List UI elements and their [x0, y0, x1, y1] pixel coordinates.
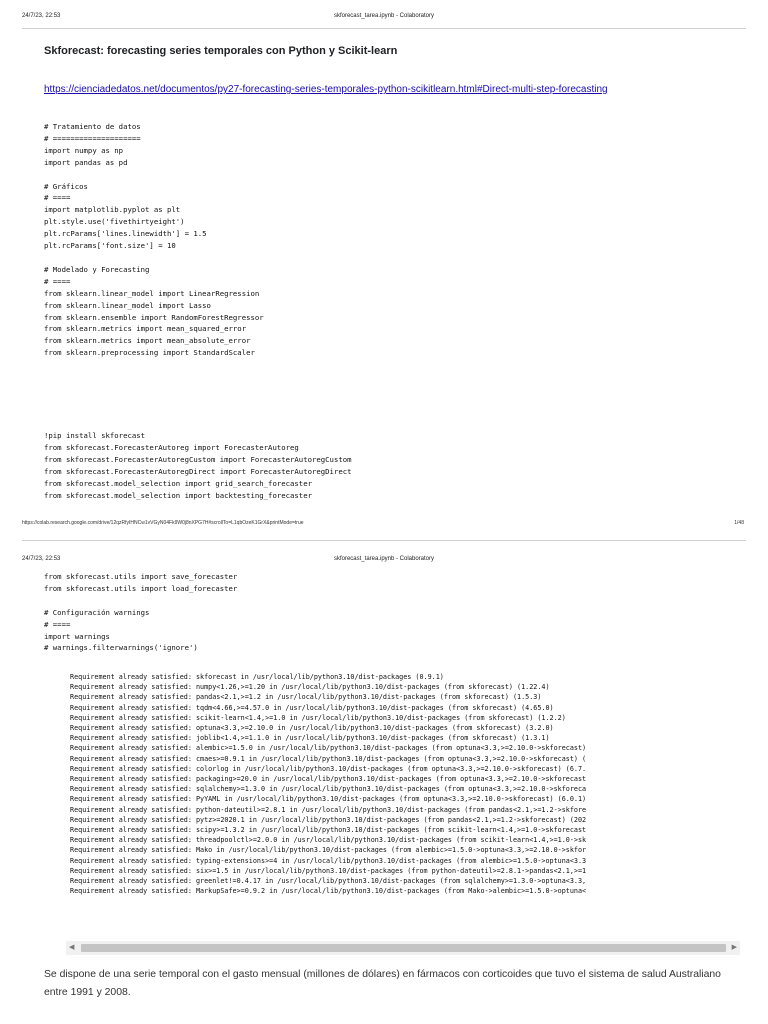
print-header-2 — [0, 556, 768, 570]
output-line: Requirement already satisfied: greenlet!=0.4.17 in /usr/local/lib/python3.10/dist-packages (from sqlalchemy>=1.3.0->optuna<3.3, — [70, 877, 587, 886]
output-line: Requirement already satisfied: python-dateutil>=2.8.1 in /usr/local/lib/python3.10/dist-packages (from pandas<2.1,>=1.2->skfore — [70, 805, 587, 814]
footer-url: https://colab.research.google.com/drive/12qzRfyIHNCw1vVGyN04Fk9W0j8nXPG7H#scrollTo=L1qbOzeK1GrX&printMode=true — [22, 520, 304, 526]
print-date: 24/7/23, 22:53 — [22, 13, 61, 19]
print-title: skforecast_tarea.ipynb - Colaboratory — [333, 13, 435, 19]
print-header — [0, 13, 768, 27]
scrollbar-thumb[interactable] — [81, 944, 726, 952]
output-line: Requirement already satisfied: tqdm<4.66,>=4.57.0 in /usr/local/lib/python3.10/dist-packages (from skforecast) (4.65.0) — [70, 703, 554, 712]
scroll-right-arrow-icon[interactable]: ▶ — [731, 944, 737, 951]
scroll-left-arrow-icon[interactable]: ◀ — [69, 944, 75, 951]
output-line: Requirement already satisfied: colorlog in /usr/local/lib/python3.10/dist-packages (from optuna<3.3,>=2.10.0->skforecast) (6.7. — [70, 764, 587, 773]
output-line: Requirement already satisfied: sqlalchemy>=1.3.0 in /usr/local/lib/python3.10/dist-packages (from optuna<3.3,>=2.10.0->skforeca — [70, 785, 587, 794]
footer-page-number: 1/48 — [734, 520, 744, 526]
output-line: Requirement already satisfied: pandas<2.1,>=1.2 in /usr/local/lib/python3.10/dist-packages (from skforecast) (1.5.3) — [70, 693, 542, 702]
output-line: Requirement already satisfied: pytz>=2020.1 in /usr/local/lib/python3.10/dist-packages (from pandas<2.1,>=1.2->skforecast) (202 — [70, 815, 587, 824]
output-line: Requirement already satisfied: threadpoolctl>=2.0.0 in /usr/local/lib/python3.10/dist-packages (from scikit-learn<1.4,>=1.0->sk — [70, 836, 587, 845]
print-date: 24/7/23, 22:53 — [22, 556, 61, 562]
output-line: Requirement already satisfied: typing-extensions>=4 in /usr/local/lib/python3.10/dist-packages (from alembic>=1.5.0->optuna<3.3 — [70, 856, 587, 865]
output-line: Requirement already satisfied: MarkupSafe>=0.9.2 in /usr/local/lib/python3.10/dist-packages (from Mako->alembic>=1.5.0->optuna< — [70, 887, 587, 896]
output-line: Requirement already satisfied: Mako in /usr/local/lib/python3.10/dist-packages (from alembic>=1.5.0->optuna<3.3,>=2.10.0->skfor — [70, 846, 587, 855]
output-line: Requirement already satisfied: scipy>=1.3.2 in /usr/local/lib/python3.10/dist-packages (from scikit-learn<1.4,>=1.0->skforecast — [70, 826, 587, 835]
code-cell-pip-install[interactable]: !pip install skforecast from skforecast.ForecasterAutoreg import ForecasterAutoreg from skforecast.ForecasterAutoregCustom import ForecasterAutoregCustom from skforecast.ForecasterAutoregDirect import ForecasterAutoregDirect from skforecast.model_selection import grid_search_forecaster from skforecast.model_selection import backtesting_forecaster — [44, 431, 352, 500]
output-line: Requirement already satisfied: scikit-learn<1.4,>=1.0 in /usr/local/lib/python3.10/dist-packages (from skforecast) (1.2.2) — [70, 713, 566, 722]
code-cell-imports[interactable]: # Tratamiento de datos # ==================== import numpy as np import pandas as pd # Gráficos # ==== import matplotlib.pyplot as plt plt.style.use('fivethirtyeight') plt.rcParams['lines.linewidth'] = 1.5 plt.rcParams['font.size'] = 10 # Modelado y Forecasting # ==== from sklearn.linear_model import LinearRegression from sklearn.linear_model import Lasso from sklearn.ensemble import RandomForestRegressor from sklearn.metrics import mean_squared_error from sklearn.metrics import mean_absolute_error from sklearn.preprocessing import StandardScaler — [44, 122, 264, 358]
output-line: Requirement already satisfied: alembic>=1.5.0 in /usr/local/lib/python3.10/dist-packages (from optuna<3.3,>=2.10.0->skforecast) — [70, 744, 587, 753]
page-break — [22, 540, 746, 541]
output-line: Requirement already satisfied: numpy<1.26,>=1.20 in /usr/local/lib/python3.10/dist-packages (from skforecast) (1.22.4) — [70, 683, 550, 692]
output-horizontal-scrollbar[interactable] — [66, 941, 740, 955]
description-paragraph: Se dispone de una serie temporal con el gasto mensual (millones de dólares) en fármacos con corticoides que tuvo el sistema de salud Australiano entre 1991 y 2008. — [44, 969, 721, 998]
print-title: skforecast_tarea.ipynb - Colaboratory — [333, 556, 435, 562]
output-line: Requirement already satisfied: skforecast in /usr/local/lib/python3.10/dist-packages (0.9.1) — [70, 673, 444, 681]
reference-link[interactable]: https://cienciadedatos.net/documentos/py27-forecasting-series-temporales-python-scikitlearn.html#Direct-multi-step-forecasting — [44, 84, 608, 95]
output-line: Requirement already satisfied: joblib<1.4,>=1.1.0 in /usr/local/lib/python3.10/dist-packages (from skforecast) (1.3.1) — [70, 734, 550, 743]
output-line: Requirement already satisfied: PyYAML in /usr/local/lib/python3.10/dist-packages (from optuna<3.3,>=2.10.0->skforecast) (6.0.1) — [70, 795, 587, 804]
cell-output — [70, 672, 738, 896]
code-cell-utils[interactable]: from skforecast.utils import save_forecaster from skforecast.utils import load_forecaster # Configuración warnings # ==== import warnings # warnings.filterwarnings('ignore') — [44, 572, 238, 653]
output-line: Requirement already satisfied: optuna<3.3,>=2.10.0 in /usr/local/lib/python3.10/dist-packages (from skforecast) (3.2.0) — [70, 724, 554, 733]
output-line: Requirement already satisfied: packaging>=20.0 in /usr/local/lib/python3.10/dist-packages (from optuna<3.3,>=2.10.0->skforecast — [70, 775, 587, 784]
header-divider — [22, 28, 746, 29]
notebook-heading: Skforecast: forecasting series temporales con Python y Scikit-learn — [44, 45, 398, 57]
output-line: Requirement already satisfied: six>=1.5 in /usr/local/lib/python3.10/dist-packages (from python-dateutil>=2.8.1->pandas<2.1,>=1 — [70, 866, 587, 875]
output-line: Requirement already satisfied: cmaes>=0.9.1 in /usr/local/lib/python3.10/dist-packages (from optuna<3.3,>=2.10.0->skforecast) ( — [70, 754, 587, 763]
